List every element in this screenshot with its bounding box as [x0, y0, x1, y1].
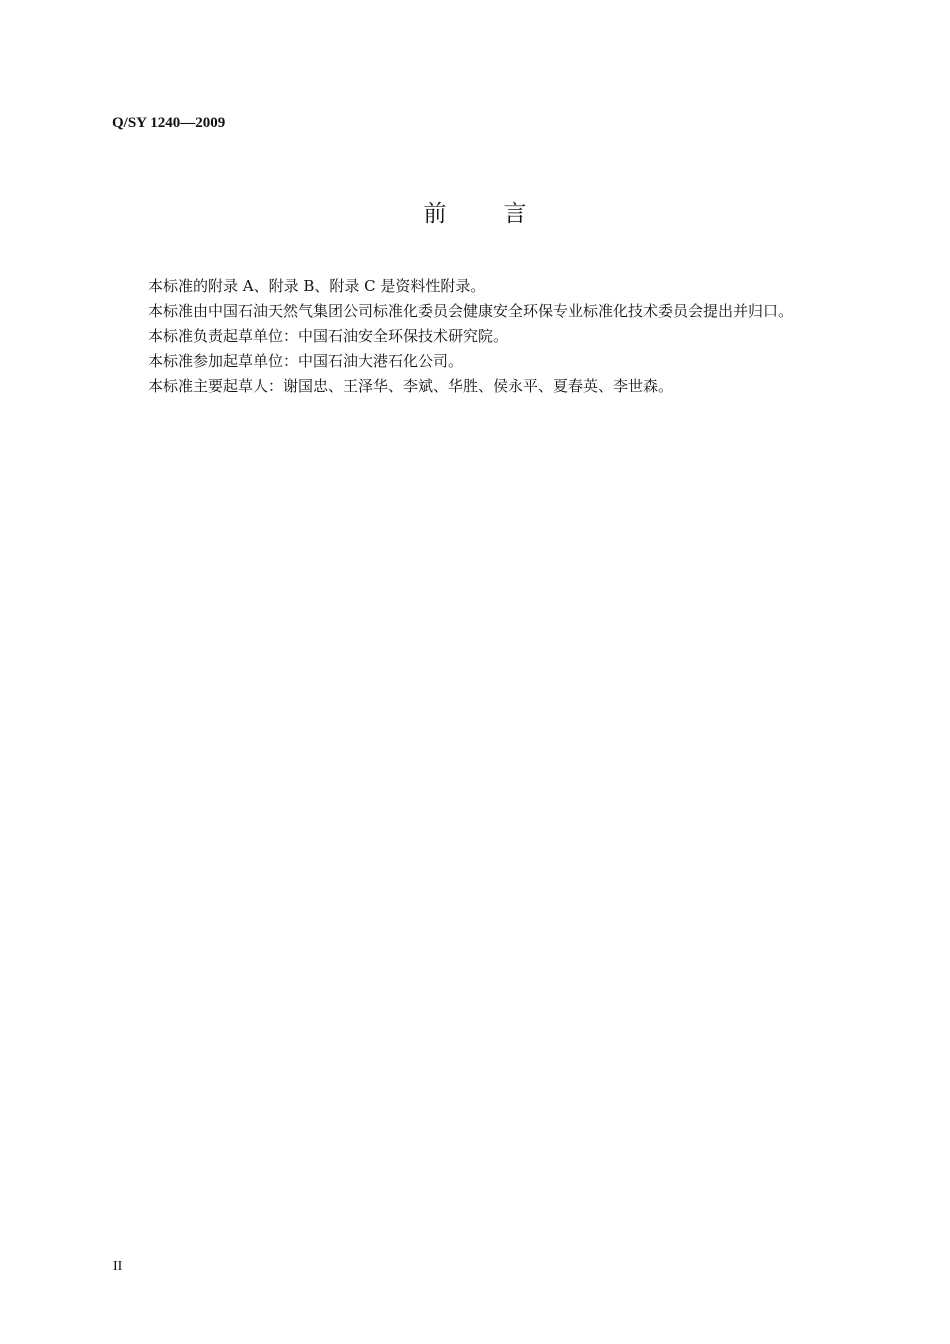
paragraph-main-drafters: 本标准主要起草人：谢国忠、王泽华、李斌、华胜、侯永平、夏春英、李世森。 [148, 377, 674, 395]
paragraph-appendix-note: 本标准的附录 A、附录 B、附录 C 是资料性附录。 [148, 277, 486, 295]
paragraph-lead-drafter: 本标准负责起草单位：中国石油安全环保技术研究院。 [148, 327, 509, 345]
title-char-2: 言 [503, 201, 527, 227]
paragraph-proposer: 本标准由中国石油天然气集团公司标准化委员会健康安全环保专业标准化技术委员会提出并归口。 [148, 302, 794, 320]
page-title [0, 199, 950, 229]
page-number: II [113, 1259, 123, 1274]
paragraph-participating-drafter: 本标准参加起草单位：中国石油大港石化公司。 [148, 352, 464, 370]
title-char-1: 前 [423, 201, 447, 227]
foreword-body [148, 274, 908, 399]
document-code: Q/SY 1240—2009 [112, 115, 226, 131]
